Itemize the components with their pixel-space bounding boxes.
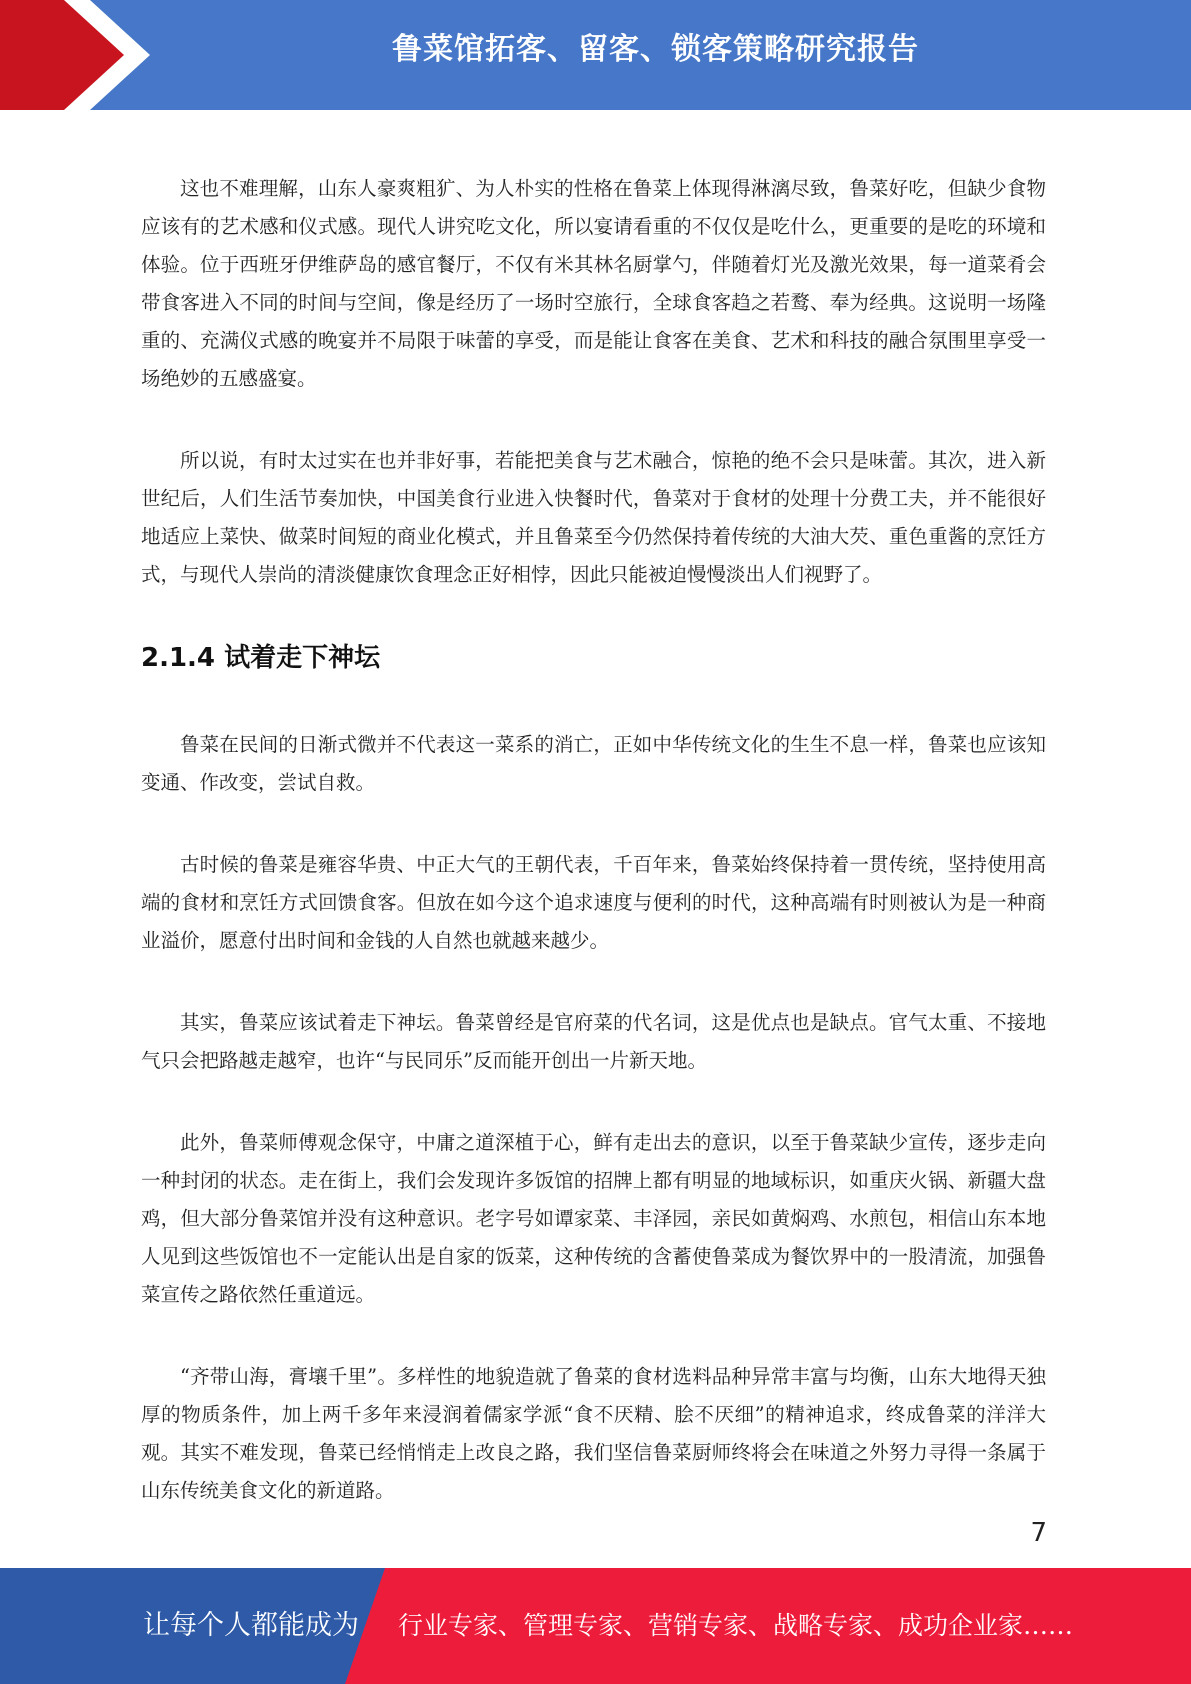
section-heading: 2.1.4 试着走下神坛 [141,643,381,673]
paragraph: 这也不难理解，山东人豪爽粗犷、为人朴实的性格在鲁菜上体现得淋漓尽致，鲁菜好吃，但缺少食物应该有的艺术感和仪式感。现代人讲究吃文化，所以宴请看重的不仅仅是吃什么，更重要的是吃的环境和体验。位于西班牙伊维萨岛的感官餐厅，不仅有米其林名厨掌勺，伴随着灯光及激光效果，每一道菜肴会带食客进入不同的时间与空间，像是经历了一场时空旅行，全球食客趋之若鹜、奉为经典。这说明一场隆重的、充满仪式感的晚宴并不局限于味蕾的享受，而是能让食客在美食、艺术和科技的融合氛围里享受一场绝妙的五感盛宴。 [141,177,1046,390]
paragraph: “齐带山海，膏壤千里”。多样性的地貌造就了鲁菜的食材选料品种异常丰富与均衡，山东大地得天独厚的物质条件，加上两千多年来浸润着儒家学派“食不厌精、脍不厌细”的精神追求，终成鲁菜的洋洋大观。其实不难发现，鲁菜已经悄悄走上改良之路，我们坚信鲁菜厨师终将会在味道之外努力寻得一条属于山东传统美食文化的新道路。 [141,1365,1046,1502]
paragraph: 其实，鲁菜应该试着走下神坛。鲁菜曾经是官府菜的代名词，这是优点也是缺点。官气太重、不接地气只会把路越走越窄，也许“与民同乐”反而能开创出一片新天地。 [141,1011,1046,1072]
paragraph: 古时候的鲁菜是雍容华贵、中正大气的王朝代表，千百年来，鲁菜始终保持着一贯传统，坚持使用高端的食材和烹饪方式回馈食客。但放在如今这个追求速度与便利的时代，这种高端有时则被认为是一种商业溢价，愿意付出时间和金钱的人自然也就越来越少。 [141,853,1046,952]
paragraph: 鲁菜在民间的日渐式微并不代表这一菜系的消亡，正如中华传统文化的生生不息一样，鲁菜也应该知变通、作改变，尝试自救。 [141,733,1046,794]
page-footer [0,1568,1191,1684]
document-title: 鲁菜馆拓客、留客、锁客策略研究报告 [392,32,919,67]
page-header [0,0,1191,110]
page-content [141,170,1046,1554]
footer-slogan-right: 行业专家、管理专家、营销专家、战略专家、成功企业家…… [398,1611,1074,1640]
paragraph: 此外，鲁菜师傅观念保守，中庸之道深植于心，鲜有走出去的意识，以至于鲁菜缺少宣传，逐步走向一种封闭的状态。走在街上，我们会发现许多饭馆的招牌上都有明显的地域标识，如重庆火锅、新疆大盘鸡，但大部分鲁菜馆并没有这种意识。老字号如谭家菜、丰泽园，亲民如黄焖鸡、水煎包，相信山东本地人见到这些饭馆也不一定能认出是自家的饭菜，这种传统的含蓄使鲁菜成为餐饮界中的一股清流，加强鲁菜宣传之路依然任重道远。 [141,1131,1046,1306]
paragraph: 所以说，有时太过实在也并非好事，若能把美食与艺术融合，惊艳的绝不会只是味蕾。其次，进入新世纪后，人们生活节奏加快，中国美食行业进入快餐时代，鲁菜对于食材的处理十分费工夫，并不能很好地适应上菜快、做菜时间短的商业化模式，并且鲁菜至今仍然保持着传统的大油大芡、重色重酱的烹饪方式，与现代人崇尚的清淡健康饮食理念正好相悖，因此只能被迫慢慢淡出人们视野了。 [141,449,1046,586]
page-number: 7 [1030,1518,1047,1548]
footer-slogan-left: 让每个人都能成为 [143,1610,359,1641]
